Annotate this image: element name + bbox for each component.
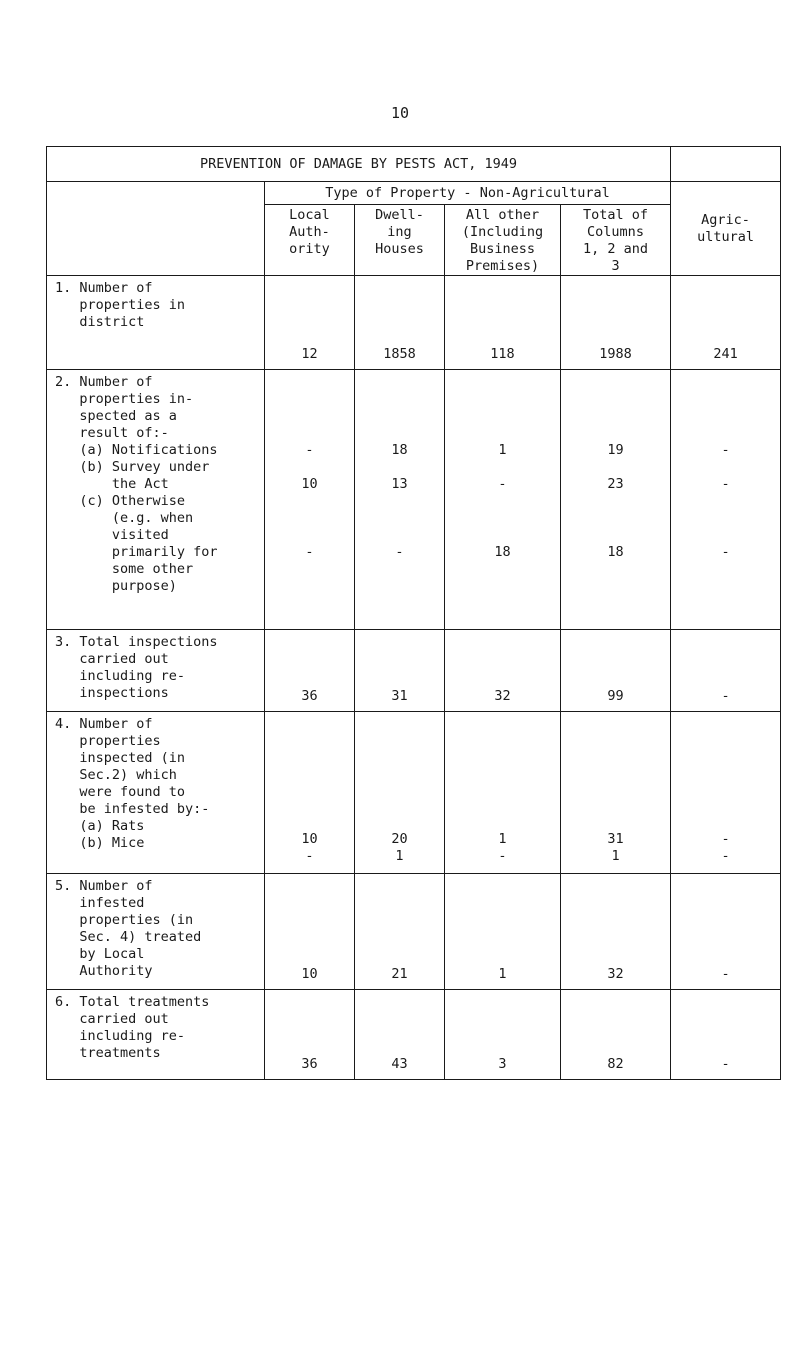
table-row (47, 276, 781, 370)
cell-value: - (498, 848, 507, 864)
cell-group (445, 370, 561, 630)
cell-value: 43 (355, 990, 445, 1080)
cell-value: - (721, 831, 730, 847)
cell-value: 10 (301, 831, 318, 847)
col-header-local-authority: Local Auth- ority (265, 205, 355, 276)
cell-value: 32 (445, 630, 561, 712)
row-label: 3. Total inspections carried out including re- inspections (47, 630, 265, 712)
title-row (47, 147, 781, 182)
cell-group (671, 370, 781, 630)
cell-value: 31 (607, 831, 624, 847)
cell-value: - (721, 442, 730, 458)
cell-value: 1 (498, 442, 507, 458)
cell-group (265, 370, 355, 630)
cell-value: 118 (445, 276, 561, 370)
col-header-all-other: All other (Including Business Premises) (445, 205, 561, 276)
cell-value: - (671, 630, 781, 712)
cell-group (671, 712, 781, 874)
cell-group (445, 712, 561, 874)
cell-value: - (721, 848, 730, 864)
cell-value: 18 (494, 544, 511, 560)
cell-value: - (721, 476, 730, 492)
cell-value: 241 (671, 276, 781, 370)
table-row (47, 990, 781, 1080)
cell-value: 82 (561, 990, 671, 1080)
cell-value: - (721, 544, 730, 560)
table-title: PREVENTION OF DAMAGE BY PESTS ACT, 1949 (47, 147, 671, 182)
cell-value: - (671, 990, 781, 1080)
page-number: 10 (390, 104, 410, 122)
cell-value: 1 (611, 848, 620, 864)
cell-value: 36 (265, 630, 355, 712)
table-row (47, 874, 781, 990)
row-label: 6. Total treatments carried out including re- treatments (47, 990, 265, 1080)
cell-value: 3 (445, 990, 561, 1080)
cell-value: - (498, 476, 507, 492)
cell-value: - (305, 848, 314, 864)
col-header-dwelling-houses: Dwell- ing Houses (355, 205, 445, 276)
cell-value: - (395, 544, 404, 560)
row-label: 1. Number of properties in district (47, 276, 265, 370)
cell-value: - (305, 544, 314, 560)
cell-group (265, 712, 355, 874)
col-header-agricultural: Agric- ultural (671, 182, 781, 276)
pests-act-table (46, 146, 781, 1080)
cell-value: 99 (561, 630, 671, 712)
cell-value: 18 (607, 544, 624, 560)
cell-value: 10 (265, 874, 355, 990)
header-blank-cell (47, 182, 265, 276)
cell-value: 20 (391, 831, 408, 847)
col-header-total: Total of Columns 1, 2 and 3 (561, 205, 671, 276)
table-row (47, 712, 781, 874)
cell-value: 32 (561, 874, 671, 990)
cell-group (561, 712, 671, 874)
row-label: 2. Number of properties in- spected as a result of:- (a) Notifications (b) Survey under the Act (c) Otherwise (e.g. when visited primarily for some other purpose) (47, 370, 265, 630)
row-label: 4. Number of properties inspected (in Sec.2) which were found to be infested by:- (a) Rats (b) Mice (47, 712, 265, 874)
title-blank-cell (671, 147, 781, 182)
cell-group (561, 370, 671, 630)
cell-value: 13 (391, 476, 408, 492)
group-header: Type of Property - Non-Agricultural (265, 182, 671, 205)
cell-value: 1858 (355, 276, 445, 370)
cell-value: 19 (607, 442, 624, 458)
cell-group (355, 712, 445, 874)
cell-group (355, 370, 445, 630)
cell-value: 10 (301, 476, 318, 492)
cell-value: 21 (355, 874, 445, 990)
cell-value: 1988 (561, 276, 671, 370)
cell-value: 36 (265, 990, 355, 1080)
cell-value: 31 (355, 630, 445, 712)
cell-value: - (671, 874, 781, 990)
cell-value: 23 (607, 476, 624, 492)
table-row (47, 630, 781, 712)
cell-value: 1 (498, 831, 507, 847)
cell-value: 18 (391, 442, 408, 458)
cell-value: 1 (395, 848, 404, 864)
cell-value: 1 (445, 874, 561, 990)
group-header-row (47, 182, 781, 205)
cell-value: - (305, 442, 314, 458)
row-label: 5. Number of infested properties (in Sec. 4) treated by Local Authority (47, 874, 265, 990)
table-row (47, 370, 781, 630)
cell-value: 12 (265, 276, 355, 370)
